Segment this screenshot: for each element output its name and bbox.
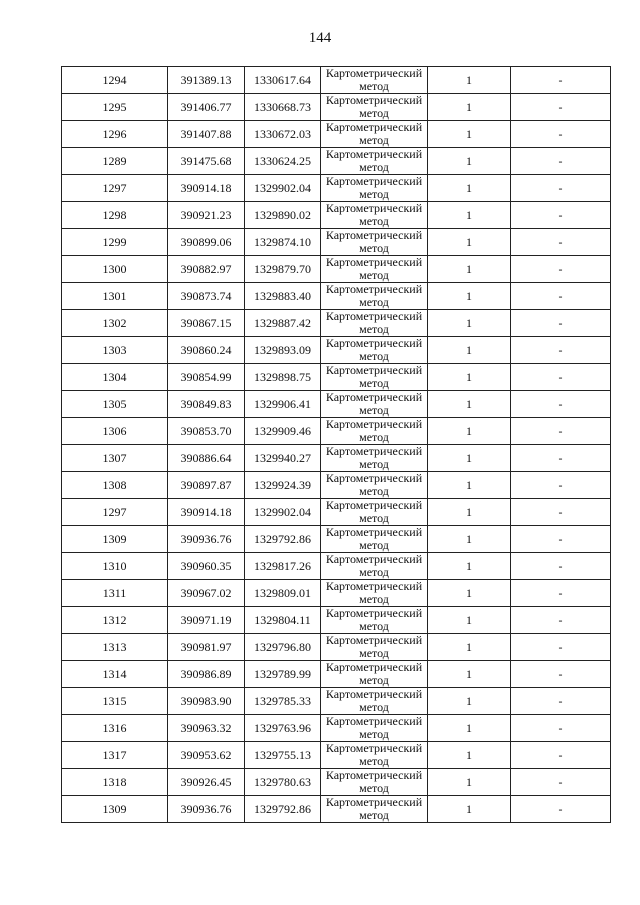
x-coordinate-cell: 390873.74 bbox=[168, 283, 245, 310]
note-cell: - bbox=[511, 607, 611, 634]
table-row bbox=[62, 148, 611, 175]
coordinates-table bbox=[61, 66, 611, 823]
x-coordinate-cell: 391389.13 bbox=[168, 67, 245, 94]
method-line-2: метод bbox=[359, 160, 389, 174]
method-cell bbox=[321, 256, 428, 283]
x-coordinate-cell: 390854.99 bbox=[168, 364, 245, 391]
quantity-cell: 1 bbox=[428, 796, 511, 823]
point-number-cell: 1314 bbox=[62, 661, 168, 688]
point-number-cell: 1296 bbox=[62, 121, 168, 148]
quantity-cell: 1 bbox=[428, 229, 511, 256]
method-line-1: Картометрический bbox=[325, 390, 423, 404]
method-line-1: Картометрический bbox=[325, 228, 423, 242]
table-row bbox=[62, 769, 611, 796]
y-coordinate-cell: 1329902.04 bbox=[245, 175, 321, 202]
point-number-cell: 1303 bbox=[62, 337, 168, 364]
x-coordinate-cell: 390936.76 bbox=[168, 526, 245, 553]
method-line-2: метод bbox=[359, 79, 389, 93]
method-cell bbox=[321, 94, 428, 121]
method-line-2: метод bbox=[359, 403, 389, 417]
method-line-2: метод bbox=[359, 214, 389, 228]
quantity-cell: 1 bbox=[428, 67, 511, 94]
x-coordinate-cell: 391475.68 bbox=[168, 148, 245, 175]
method-line-2: метод bbox=[359, 376, 389, 390]
table-row bbox=[62, 796, 611, 823]
note-cell: - bbox=[511, 688, 611, 715]
x-coordinate-cell: 390921.23 bbox=[168, 202, 245, 229]
method-line-1: Картометрический bbox=[325, 93, 423, 107]
method-line-1: Картометрический bbox=[325, 795, 423, 809]
y-coordinate-cell: 1330624.25 bbox=[245, 148, 321, 175]
point-number-cell: 1315 bbox=[62, 688, 168, 715]
method-cell bbox=[321, 553, 428, 580]
method-cell bbox=[321, 202, 428, 229]
point-number-cell: 1308 bbox=[62, 472, 168, 499]
note-cell: - bbox=[511, 310, 611, 337]
x-coordinate-cell: 390926.45 bbox=[168, 769, 245, 796]
x-coordinate-cell: 390899.06 bbox=[168, 229, 245, 256]
method-cell bbox=[321, 526, 428, 553]
table-row bbox=[62, 634, 611, 661]
note-cell: - bbox=[511, 94, 611, 121]
table-row bbox=[62, 202, 611, 229]
method-cell bbox=[321, 499, 428, 526]
x-coordinate-cell: 390960.35 bbox=[168, 553, 245, 580]
method-line-2: метод bbox=[359, 565, 389, 579]
x-coordinate-cell: 390936.76 bbox=[168, 796, 245, 823]
y-coordinate-cell: 1329817.26 bbox=[245, 553, 321, 580]
method-line-2: метод bbox=[359, 133, 389, 147]
x-coordinate-cell: 390914.18 bbox=[168, 175, 245, 202]
table-row bbox=[62, 391, 611, 418]
quantity-cell: 1 bbox=[428, 310, 511, 337]
point-number-cell: 1310 bbox=[62, 553, 168, 580]
table-row bbox=[62, 364, 611, 391]
method-cell bbox=[321, 283, 428, 310]
method-line-2: метод bbox=[359, 619, 389, 633]
table-row bbox=[62, 175, 611, 202]
table-row bbox=[62, 445, 611, 472]
x-coordinate-cell: 390983.90 bbox=[168, 688, 245, 715]
method-cell bbox=[321, 445, 428, 472]
quantity-cell: 1 bbox=[428, 364, 511, 391]
y-coordinate-cell: 1329763.96 bbox=[245, 715, 321, 742]
point-number-cell: 1312 bbox=[62, 607, 168, 634]
point-number-cell: 1309 bbox=[62, 796, 168, 823]
method-line-2: метод bbox=[359, 808, 389, 822]
method-cell bbox=[321, 796, 428, 823]
y-coordinate-cell: 1329789.99 bbox=[245, 661, 321, 688]
table-row bbox=[62, 283, 611, 310]
table-row bbox=[62, 742, 611, 769]
y-coordinate-cell: 1329883.40 bbox=[245, 283, 321, 310]
quantity-cell: 1 bbox=[428, 256, 511, 283]
y-coordinate-cell: 1329804.11 bbox=[245, 607, 321, 634]
x-coordinate-cell: 390963.32 bbox=[168, 715, 245, 742]
table-row bbox=[62, 499, 611, 526]
table-body bbox=[62, 67, 611, 823]
table-row bbox=[62, 94, 611, 121]
y-coordinate-cell: 1329874.10 bbox=[245, 229, 321, 256]
point-number-cell: 1306 bbox=[62, 418, 168, 445]
method-line-1: Картометрический bbox=[325, 471, 423, 485]
method-line-2: метод bbox=[359, 781, 389, 795]
quantity-cell: 1 bbox=[428, 715, 511, 742]
method-line-1: Картометрический bbox=[325, 66, 423, 80]
y-coordinate-cell: 1329902.04 bbox=[245, 499, 321, 526]
note-cell: - bbox=[511, 283, 611, 310]
note-cell: - bbox=[511, 121, 611, 148]
method-cell bbox=[321, 337, 428, 364]
quantity-cell: 1 bbox=[428, 391, 511, 418]
note-cell: - bbox=[511, 472, 611, 499]
method-line-1: Картометрический bbox=[325, 633, 423, 647]
note-cell: - bbox=[511, 445, 611, 472]
point-number-cell: 1317 bbox=[62, 742, 168, 769]
quantity-cell: 1 bbox=[428, 418, 511, 445]
point-number-cell: 1301 bbox=[62, 283, 168, 310]
method-line-1: Картометрический bbox=[325, 309, 423, 323]
y-coordinate-cell: 1329940.27 bbox=[245, 445, 321, 472]
method-cell bbox=[321, 607, 428, 634]
method-line-2: метод bbox=[359, 592, 389, 606]
method-line-1: Картометрический bbox=[325, 120, 423, 134]
table-row bbox=[62, 310, 611, 337]
method-line-2: метод bbox=[359, 187, 389, 201]
method-line-1: Картометрический bbox=[325, 282, 423, 296]
point-number-cell: 1297 bbox=[62, 499, 168, 526]
quantity-cell: 1 bbox=[428, 688, 511, 715]
x-coordinate-cell: 390971.19 bbox=[168, 607, 245, 634]
method-line-1: Картометрический bbox=[325, 201, 423, 215]
x-coordinate-cell: 390981.97 bbox=[168, 634, 245, 661]
x-coordinate-cell: 390897.87 bbox=[168, 472, 245, 499]
x-coordinate-cell: 390886.64 bbox=[168, 445, 245, 472]
x-coordinate-cell: 390860.24 bbox=[168, 337, 245, 364]
method-cell bbox=[321, 148, 428, 175]
method-line-2: метод bbox=[359, 430, 389, 444]
point-number-cell: 1316 bbox=[62, 715, 168, 742]
method-line-1: Картометрический bbox=[325, 660, 423, 674]
method-line-2: метод bbox=[359, 484, 389, 498]
note-cell: - bbox=[511, 202, 611, 229]
table-row bbox=[62, 553, 611, 580]
method-line-2: метод bbox=[359, 241, 389, 255]
method-line-2: метод bbox=[359, 511, 389, 525]
method-line-1: Картометрический bbox=[325, 498, 423, 512]
quantity-cell: 1 bbox=[428, 634, 511, 661]
note-cell: - bbox=[511, 175, 611, 202]
note-cell: - bbox=[511, 715, 611, 742]
method-cell bbox=[321, 472, 428, 499]
note-cell: - bbox=[511, 796, 611, 823]
method-line-1: Картометрический bbox=[325, 174, 423, 188]
method-line-1: Картометрический bbox=[325, 606, 423, 620]
y-coordinate-cell: 1329890.02 bbox=[245, 202, 321, 229]
note-cell: - bbox=[511, 337, 611, 364]
method-line-2: метод bbox=[359, 106, 389, 120]
method-line-1: Картометрический bbox=[325, 768, 423, 782]
quantity-cell: 1 bbox=[428, 445, 511, 472]
y-coordinate-cell: 1330672.03 bbox=[245, 121, 321, 148]
quantity-cell: 1 bbox=[428, 742, 511, 769]
note-cell: - bbox=[511, 580, 611, 607]
y-coordinate-cell: 1329792.86 bbox=[245, 526, 321, 553]
method-cell bbox=[321, 715, 428, 742]
quantity-cell: 1 bbox=[428, 580, 511, 607]
table-row bbox=[62, 337, 611, 364]
y-coordinate-cell: 1329879.70 bbox=[245, 256, 321, 283]
method-line-2: метод bbox=[359, 538, 389, 552]
method-cell bbox=[321, 769, 428, 796]
y-coordinate-cell: 1329898.75 bbox=[245, 364, 321, 391]
table-row bbox=[62, 418, 611, 445]
note-cell: - bbox=[511, 148, 611, 175]
y-coordinate-cell: 1330617.64 bbox=[245, 67, 321, 94]
method-cell bbox=[321, 418, 428, 445]
point-number-cell: 1309 bbox=[62, 526, 168, 553]
y-coordinate-cell: 1329780.63 bbox=[245, 769, 321, 796]
method-line-1: Картометрический bbox=[325, 444, 423, 458]
quantity-cell: 1 bbox=[428, 94, 511, 121]
x-coordinate-cell: 390849.83 bbox=[168, 391, 245, 418]
point-number-cell: 1297 bbox=[62, 175, 168, 202]
point-number-cell: 1311 bbox=[62, 580, 168, 607]
y-coordinate-cell: 1329792.86 bbox=[245, 796, 321, 823]
point-number-cell: 1295 bbox=[62, 94, 168, 121]
table-row bbox=[62, 661, 611, 688]
point-number-cell: 1299 bbox=[62, 229, 168, 256]
method-cell bbox=[321, 391, 428, 418]
method-line-2: метод bbox=[359, 646, 389, 660]
note-cell: - bbox=[511, 391, 611, 418]
point-number-cell: 1304 bbox=[62, 364, 168, 391]
table-row bbox=[62, 256, 611, 283]
method-line-1: Картометрический bbox=[325, 714, 423, 728]
method-line-1: Картометрический bbox=[325, 579, 423, 593]
note-cell: - bbox=[511, 769, 611, 796]
table-row bbox=[62, 715, 611, 742]
y-coordinate-cell: 1329906.41 bbox=[245, 391, 321, 418]
method-line-2: метод bbox=[359, 295, 389, 309]
quantity-cell: 1 bbox=[428, 121, 511, 148]
y-coordinate-cell: 1329785.33 bbox=[245, 688, 321, 715]
method-cell bbox=[321, 688, 428, 715]
y-coordinate-cell: 1329755.13 bbox=[245, 742, 321, 769]
table-row bbox=[62, 580, 611, 607]
method-line-1: Картометрический bbox=[325, 147, 423, 161]
table-row bbox=[62, 472, 611, 499]
note-cell: - bbox=[511, 229, 611, 256]
point-number-cell: 1302 bbox=[62, 310, 168, 337]
method-line-2: метод bbox=[359, 268, 389, 282]
x-coordinate-cell: 390986.89 bbox=[168, 661, 245, 688]
table-row bbox=[62, 229, 611, 256]
method-cell bbox=[321, 310, 428, 337]
table-row bbox=[62, 121, 611, 148]
quantity-cell: 1 bbox=[428, 472, 511, 499]
method-cell bbox=[321, 229, 428, 256]
point-number-cell: 1300 bbox=[62, 256, 168, 283]
method-cell bbox=[321, 742, 428, 769]
point-number-cell: 1294 bbox=[62, 67, 168, 94]
note-cell: - bbox=[511, 553, 611, 580]
y-coordinate-cell: 1329924.39 bbox=[245, 472, 321, 499]
method-line-1: Картометрический bbox=[325, 687, 423, 701]
method-line-2: метод bbox=[359, 457, 389, 471]
method-line-1: Картометрический bbox=[325, 255, 423, 269]
method-line-1: Картометрический bbox=[325, 336, 423, 350]
method-line-2: метод bbox=[359, 754, 389, 768]
method-line-1: Картометрический bbox=[325, 417, 423, 431]
method-cell bbox=[321, 364, 428, 391]
quantity-cell: 1 bbox=[428, 526, 511, 553]
point-number-cell: 1305 bbox=[62, 391, 168, 418]
point-number-cell: 1313 bbox=[62, 634, 168, 661]
note-cell: - bbox=[511, 67, 611, 94]
y-coordinate-cell: 1329796.80 bbox=[245, 634, 321, 661]
x-coordinate-cell: 390882.97 bbox=[168, 256, 245, 283]
method-line-2: метод bbox=[359, 322, 389, 336]
method-cell bbox=[321, 661, 428, 688]
table-row bbox=[62, 688, 611, 715]
quantity-cell: 1 bbox=[428, 175, 511, 202]
quantity-cell: 1 bbox=[428, 499, 511, 526]
method-cell bbox=[321, 121, 428, 148]
page-number: 144 bbox=[308, 30, 332, 46]
x-coordinate-cell: 391407.88 bbox=[168, 121, 245, 148]
note-cell: - bbox=[511, 256, 611, 283]
note-cell: - bbox=[511, 661, 611, 688]
method-line-2: метод bbox=[359, 349, 389, 363]
point-number-cell: 1289 bbox=[62, 148, 168, 175]
x-coordinate-cell: 390967.02 bbox=[168, 580, 245, 607]
method-line-2: метод bbox=[359, 727, 389, 741]
y-coordinate-cell: 1330668.73 bbox=[245, 94, 321, 121]
x-coordinate-cell: 390953.62 bbox=[168, 742, 245, 769]
method-cell bbox=[321, 580, 428, 607]
note-cell: - bbox=[511, 634, 611, 661]
quantity-cell: 1 bbox=[428, 283, 511, 310]
x-coordinate-cell: 391406.77 bbox=[168, 94, 245, 121]
y-coordinate-cell: 1329893.09 bbox=[245, 337, 321, 364]
note-cell: - bbox=[511, 526, 611, 553]
point-number-cell: 1298 bbox=[62, 202, 168, 229]
method-line-1: Картометрический bbox=[325, 552, 423, 566]
point-number-cell: 1307 bbox=[62, 445, 168, 472]
y-coordinate-cell: 1329809.01 bbox=[245, 580, 321, 607]
table-row bbox=[62, 607, 611, 634]
quantity-cell: 1 bbox=[428, 553, 511, 580]
table-row bbox=[62, 67, 611, 94]
method-cell bbox=[321, 175, 428, 202]
method-line-1: Картометрический bbox=[325, 525, 423, 539]
method-cell bbox=[321, 634, 428, 661]
x-coordinate-cell: 390853.70 bbox=[168, 418, 245, 445]
note-cell: - bbox=[511, 364, 611, 391]
quantity-cell: 1 bbox=[428, 202, 511, 229]
quantity-cell: 1 bbox=[428, 607, 511, 634]
method-line-2: метод bbox=[359, 673, 389, 687]
point-number-cell: 1318 bbox=[62, 769, 168, 796]
y-coordinate-cell: 1329887.42 bbox=[245, 310, 321, 337]
quantity-cell: 1 bbox=[428, 769, 511, 796]
note-cell: - bbox=[511, 742, 611, 769]
x-coordinate-cell: 390914.18 bbox=[168, 499, 245, 526]
note-cell: - bbox=[511, 499, 611, 526]
note-cell: - bbox=[511, 418, 611, 445]
method-line-1: Картометрический bbox=[325, 741, 423, 755]
quantity-cell: 1 bbox=[428, 148, 511, 175]
x-coordinate-cell: 390867.15 bbox=[168, 310, 245, 337]
method-cell bbox=[321, 67, 428, 94]
y-coordinate-cell: 1329909.46 bbox=[245, 418, 321, 445]
table-row bbox=[62, 526, 611, 553]
quantity-cell: 1 bbox=[428, 337, 511, 364]
method-line-2: метод bbox=[359, 700, 389, 714]
quantity-cell: 1 bbox=[428, 661, 511, 688]
method-line-1: Картометрический bbox=[325, 363, 423, 377]
